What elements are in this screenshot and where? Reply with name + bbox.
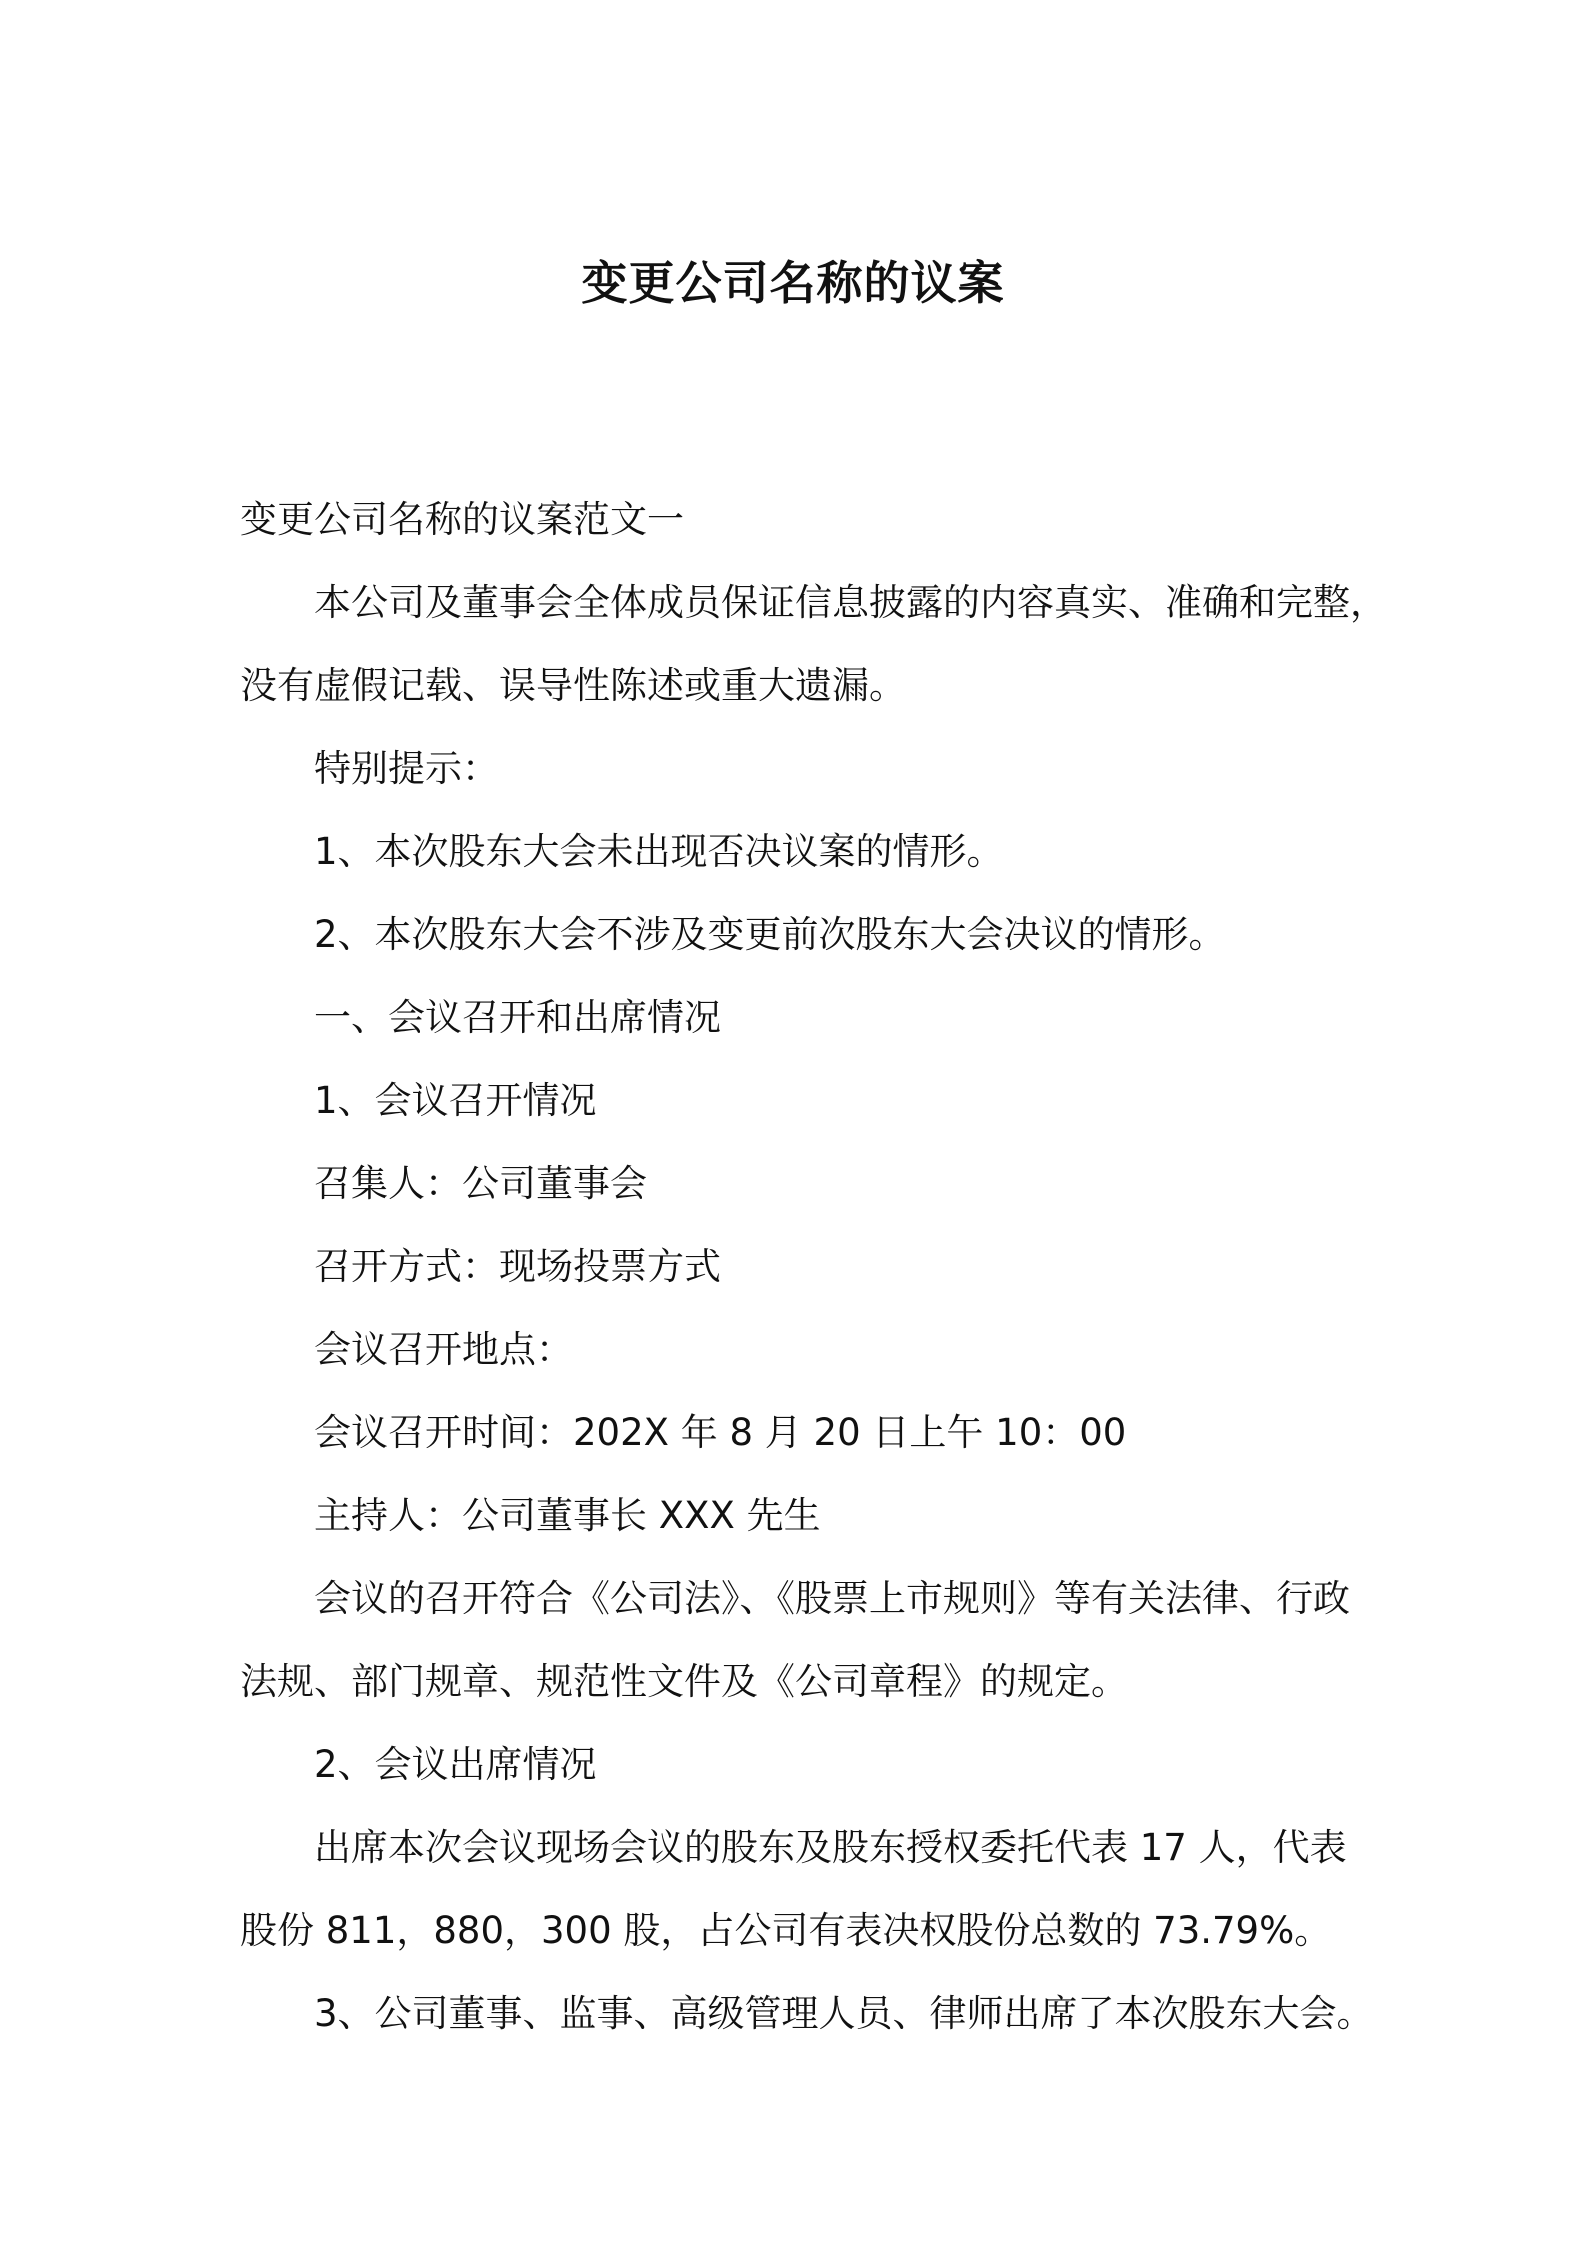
paragraph-line: 出席本次会议现场会议的股东及股东授权委托代表 17 人，代表 [314,1826,1347,1869]
paragraph-line: 没有虚假记载、误导性陈述或重大遗漏。 [240,664,906,707]
paragraph-line: 本公司及董事会全体成员保证信息披露的内容真实、准确和完整， [314,581,1387,624]
subsection-heading: 2、会议出席情况 [314,1743,597,1786]
paragraph-line: 3、公司董事、监事、高级管理人员、律师出席了本次股东大会。 [314,1992,1374,2035]
paragraph-line: 股份 811，880，300 股，占公司有表决权股份总数的 73.79%。 [240,1909,1332,1952]
paragraph-line: 会议召开地点： [314,1328,573,1371]
paragraph-line: 2、本次股东大会不涉及变更前次股东大会决议的情形。 [314,913,1226,956]
section-heading: 一、会议召开和出席情况 [314,996,721,1039]
subsection-heading: 1、会议召开情况 [314,1079,597,1122]
paragraph-line: 1、本次股东大会未出现否决议案的情形。 [314,830,1004,873]
document-body [240,478,1390,2055]
paragraph-line: 主持人：公司董事长 XXX 先生 [314,1494,821,1537]
document-title: 变更公司名称的议案 [581,255,1005,310]
paragraph-line: 召开方式：现场投票方式 [314,1245,721,1288]
paragraph-line: 会议召开时间：202X 年 8 月 20 日上午 10：00 [314,1411,1127,1454]
document-subtitle: 变更公司名称的议案范文一 [240,498,684,541]
paragraph-line: 特别提示： [314,747,499,790]
paragraph-line: 召集人：公司董事会 [314,1162,647,1205]
paragraph-line: 会议的召开符合《公司法》、《股票上市规则》等有关法律、行政 [314,1577,1350,1620]
paragraph-line: 法规、部门规章、规范性文件及《公司章程》的规定。 [240,1660,1128,1703]
